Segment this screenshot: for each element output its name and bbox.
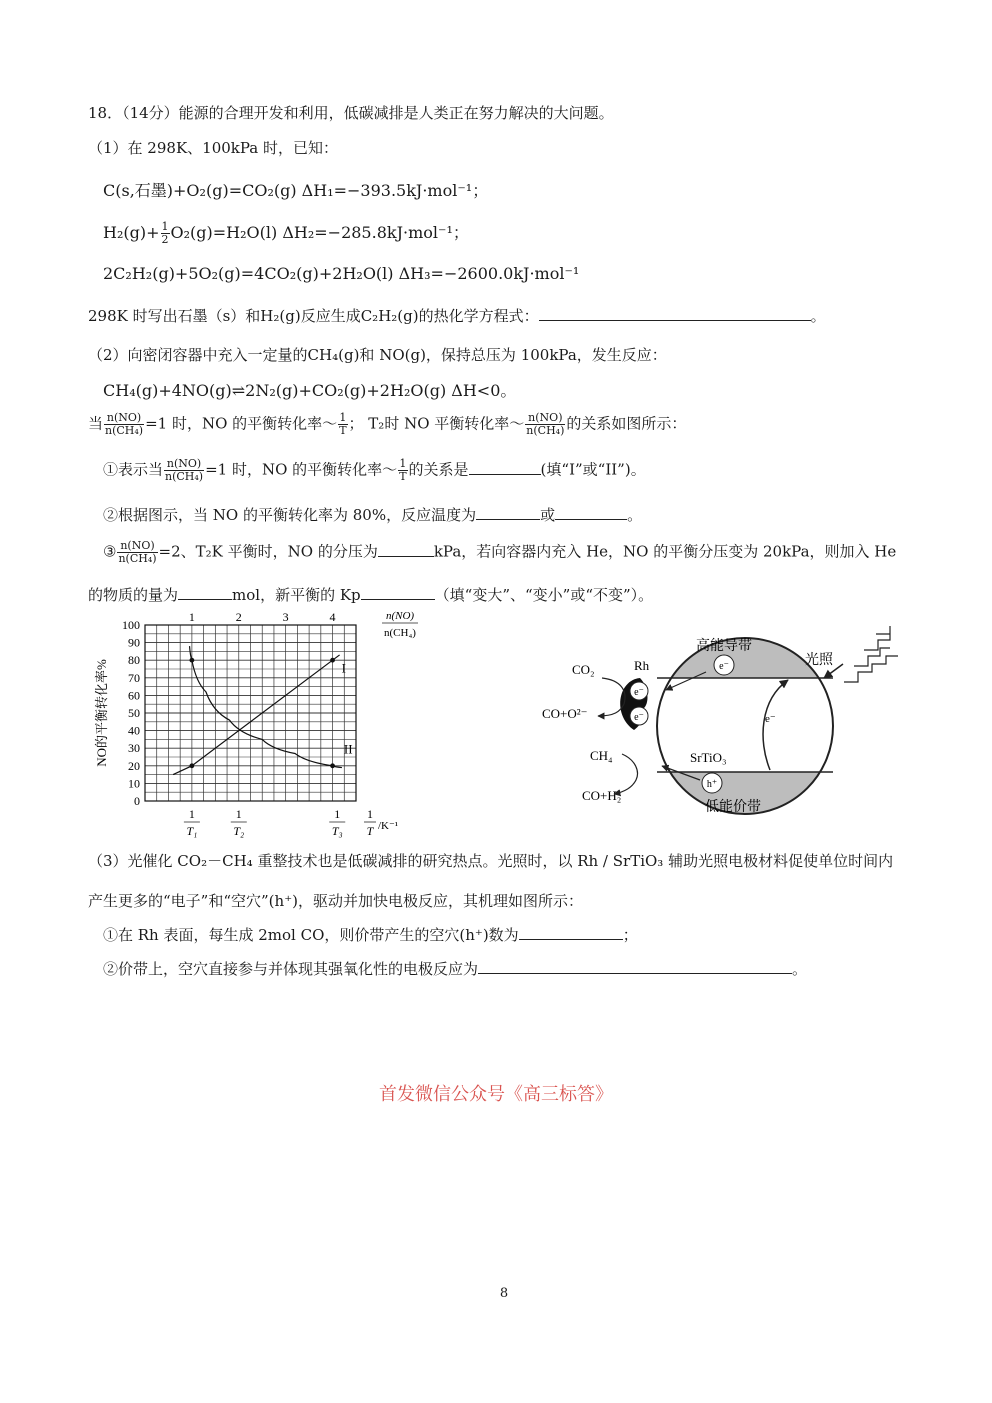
top-axis-label-den: n(CH₄) — [384, 627, 416, 639]
part1-ask — [88, 305, 826, 326]
top-tick-label: 3 — [282, 610, 289, 624]
part3-intro: （3）光催化 CO₂－CH₄ 重整技术也是低碳减排的研究热点。光照时，以 Rh / SrTiO₃ 辅助光照电极材料促使单位时间内 — [88, 852, 894, 870]
answer-blank-9[interactable] — [478, 959, 792, 974]
inv-num: 1 — [339, 411, 347, 424]
conversion-chart — [90, 608, 430, 838]
cond-c: ； T₂时 NO 平衡转化率～ — [348, 414, 525, 433]
bottom-tick-num: 1 — [188, 807, 195, 821]
y-tick-label: 90 — [128, 635, 140, 650]
electron-rh-1-label: e⁻ — [634, 687, 644, 698]
top-tick-label: 1 — [188, 610, 195, 624]
inv-t-fraction-2 — [398, 458, 407, 483]
y-tick-label: 10 — [128, 776, 140, 791]
half-den: 2 — [161, 233, 169, 246]
q3-f: （填“变大”、“变小”或“不变”）。 — [434, 586, 654, 604]
light-label: 光照 — [805, 653, 833, 668]
page-number: 8 — [499, 1286, 509, 1301]
part1-intro: （1）在 298K、100kPa 时，已知： — [88, 139, 338, 157]
ratio-fraction-2 — [525, 412, 565, 437]
answer-blank-1[interactable] — [539, 306, 811, 321]
answer-blank-7[interactable] — [361, 585, 435, 600]
part3-question-2 — [103, 958, 807, 979]
part2-intro: （2）向密闭容器中充入一定量的CH₄(g)和 NO(g)，保持总压为 100kPa，发生反应： — [88, 346, 667, 364]
half-fraction — [161, 221, 170, 246]
p3-q2-text: ②价带上，空穴直接参与并体现其强氧化性的电极反应为 — [103, 960, 479, 978]
q3-e: mol，新平衡的 Kp — [232, 586, 361, 604]
bottom-tick-den: T₃ — [331, 824, 343, 838]
y-axis-label: NO的平衡转化率% — [94, 659, 109, 767]
q2-a: ②根据图示，当 NO 的平衡转化率为 80%，反应温度为 — [103, 506, 477, 524]
part1-end: 。 — [810, 307, 826, 325]
y-tick-label: 70 — [128, 670, 140, 685]
data-point — [189, 658, 194, 663]
part2-equation: CH₄(g)+4NO(g)⇌2N₂(g)+CO₂(g)+2H₂O(g) ΔH<0。 — [103, 381, 517, 400]
q1-b: =1 时，NO 的平衡转化率～ — [205, 460, 398, 479]
p3-q1-end: ； — [622, 926, 638, 944]
cond-b: =1 时，NO 的平衡转化率～ — [145, 414, 338, 433]
y-tick-label: 50 — [128, 706, 140, 720]
ratio-den: n(CH₄) — [105, 424, 144, 437]
ratio-den: n(CH₄) — [165, 470, 204, 483]
cond-d: 的关系如图所示： — [566, 414, 687, 433]
series-line-II — [190, 646, 342, 767]
answer-blank-5[interactable] — [378, 542, 434, 557]
y-tick-label: 40 — [128, 723, 140, 738]
data-point — [189, 763, 194, 768]
q1-c: 的关系是 — [408, 460, 469, 479]
top-axis-label-num: n(NO) — [385, 610, 415, 622]
ch4-label: CH₄ — [590, 748, 613, 763]
ratio-num: n(NO) — [525, 412, 565, 425]
ratio-fraction-3 — [164, 458, 204, 483]
question-title: 18．（14分）能源的合理开发和利用，低碳减排是人类正在努力解决的大问题。 — [88, 104, 614, 122]
sub-question-3-cont — [88, 584, 653, 605]
bottom-tick-num: 1 — [235, 807, 242, 821]
y-tick-label: 0 — [134, 794, 140, 808]
part3-intro-2: 产生更多的“电子”和“空穴”(h⁺)，驱动并加快电极反应，其机理如图所示： — [88, 892, 583, 910]
q3-d: 的物质的量为 — [88, 586, 179, 604]
mechanism-diagram — [538, 620, 928, 830]
co-h2-label: CO+H₂ — [582, 788, 622, 803]
x-axis-label-num: 1 — [367, 807, 373, 821]
equation-1: C(s,石墨)+O₂(g)=CO₂(g) ΔH₁=−393.5kJ·mol⁻¹； — [103, 181, 489, 200]
equation-2-a: H₂(g)+ — [103, 223, 160, 242]
x-axis-unit: /K⁻¹ — [378, 820, 399, 832]
answer-blank-8[interactable] — [519, 925, 623, 940]
y-tick-label: 100 — [122, 618, 140, 632]
equation-3: 2C₂H₂(g)+5O₂(g)=4CO₂(g)+2H₂O(l) ΔH₃=−2600.0kJ·mol⁻¹ — [103, 264, 580, 283]
part2-condition — [88, 412, 686, 437]
srtio3-label: SrTiO₃ — [690, 750, 727, 765]
p3-q2-end: 。 — [792, 960, 808, 978]
answer-blank-6[interactable] — [178, 585, 232, 600]
equation-2-b: O₂(g)=H₂O(l) ΔH₂=−285.8kJ·mol⁻¹； — [170, 223, 469, 242]
y-tick-label: 20 — [128, 758, 140, 773]
inv-t-fraction-1 — [338, 412, 347, 437]
q2-c: 。 — [627, 506, 643, 524]
series-label-II: II — [343, 741, 353, 757]
bottom-tick-num: 1 — [334, 807, 341, 821]
ratio-num: n(NO) — [117, 540, 157, 553]
sub-question-3 — [103, 540, 896, 565]
top-tick-label: 2 — [235, 610, 242, 624]
bottom-tick-den: T₁ — [186, 824, 198, 838]
transfer-electron-label: e⁻ — [765, 713, 776, 725]
ratio-den: n(CH₄) — [118, 552, 157, 565]
q3-a: ③ — [103, 542, 117, 561]
series-label-I: I — [341, 660, 346, 676]
ratio-num: n(NO) — [104, 412, 144, 425]
q1-d: (填“I”或“II”)。 — [540, 460, 646, 479]
ratio-fraction-4 — [117, 540, 157, 565]
inv-den: T — [339, 424, 347, 437]
bottom-tick-den: T₂ — [233, 824, 245, 838]
part1-ask-text: 298K 时写出石墨（s）和H₂(g)反应生成C₂H₂(g)的热化学方程式： — [88, 307, 539, 325]
q3-c: kPa，若向容器内充入 He，NO 的平衡分压变为 20kPa，则加入 He — [433, 542, 897, 561]
inv-num: 1 — [399, 457, 407, 470]
valence-band-label: 低能价带 — [705, 800, 761, 815]
electron-rh-2-label: e⁻ — [634, 712, 644, 723]
sub-question-2 — [103, 504, 642, 525]
cond-a: 当 — [88, 414, 104, 433]
ratio-fraction-1 — [104, 412, 144, 437]
electron-cb-label: e⁻ — [719, 661, 729, 672]
conduction-band-label: 高能导带 — [696, 639, 752, 654]
answer-blank-4[interactable] — [555, 505, 627, 520]
data-point — [330, 763, 335, 768]
answer-blank-3[interactable] — [476, 505, 540, 520]
part3-question-1 — [103, 924, 638, 945]
answer-blank-2[interactable] — [469, 460, 541, 475]
top-tick-label: 4 — [329, 610, 336, 624]
ratio-num: n(NO) — [164, 458, 204, 471]
series-line-I — [173, 655, 339, 775]
sub-question-1 — [103, 458, 646, 483]
p3-q1-text: ①在 Rh 表面，每生成 2mol CO，则价带产生的空穴(h⁺)数为 — [103, 926, 519, 944]
y-tick-label: 60 — [128, 688, 140, 703]
co2-label: CO₂ — [572, 662, 595, 677]
co-o-label: CO+O²⁻ — [542, 706, 588, 721]
inv-den: T — [399, 470, 407, 483]
hole-vb-label: h⁺ — [706, 779, 718, 790]
ratio-den: n(CH₄) — [526, 424, 565, 437]
half-num: 1 — [161, 220, 169, 233]
rh-label: Rh — [634, 658, 650, 673]
y-tick-label: 80 — [128, 653, 140, 668]
q2-b: 或 — [540, 506, 556, 524]
q1-a: ①表示当 — [103, 460, 164, 479]
x-axis-label-den: T — [366, 824, 374, 838]
equation-2 — [103, 220, 469, 246]
data-point — [330, 658, 335, 663]
watermark: 首发微信公众号《高三标答》 — [379, 1084, 613, 1105]
q3-b: =2、T₂K 平衡时，NO 的分压为 — [158, 542, 378, 561]
y-tick-label: 30 — [128, 741, 140, 756]
